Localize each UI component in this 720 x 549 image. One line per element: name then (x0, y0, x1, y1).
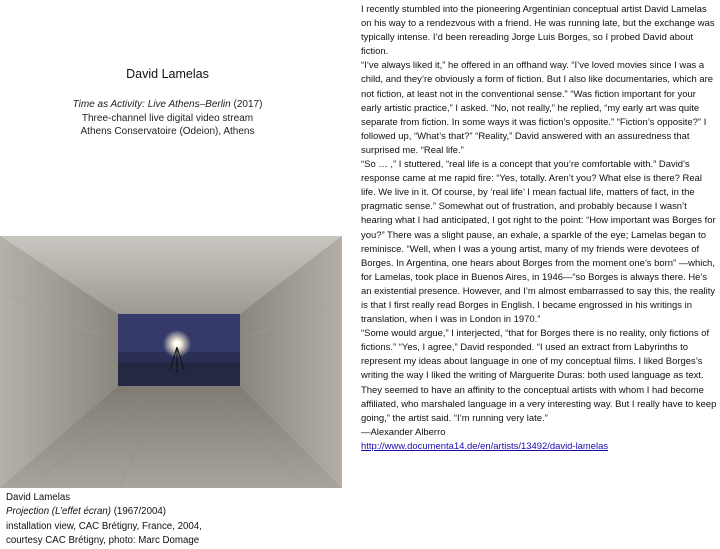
article-paragraph: “So … ,” I stuttered, “real life is a concept that you’re comfortable with.” David’s response came at me rapid fire: “Yes, totally. Aren’t you? What else is there? Real life. We live in it. Of course, by ‘real life’ I mean factual life, matters of fact, in the pragmatic sense.” Somewhat out of frustration, and probably because I wasn’t hearing what I had anticipated, I got right to the point: “How important was Borges for you?” There was a slight pause, an exhale, a sparkle of the eye; Lamelas began to reminisce. “Well, when I was a young artist, many of my friends were devotees of Borges. In Argentina, one hears about Borges from the moment one’s born” —which, for Lamelas, took place in Buenos Aires, in 1946—“so Borges is always there. He’s an existential presence. However, and I’m almost embarrassed to say this, the reality is that I first really read Borges in English. I became engrossed in his writings in translation, when I was in London in 1970.” (361, 159, 716, 326)
caption-credit: courtesy CAC Brétigny, photo: Marc Domage (6, 535, 200, 547)
caption-view: installation view, CAC Brétigny, France, 2004, (6, 520, 202, 532)
article-paragraph: “I’ve always liked it,” he offered in an offhand way. “I’ve loved movies since I was a child, and they’re obviously a form of fiction. But I also like documentaries, which are not fiction, at least not in the conventional sense.” “Was fiction important for your early artistic practice,” I asked. “No, not really,” he replied, “my early art was quite separate from fiction. In some ways it was fiction’s opposite.” “Fiction’s opposite?” I followed up, “What’s that?” “Reality,” David answered with an assuredness that surprised me. “Real life.” (361, 60, 713, 156)
article-author: —Alexander Alberro (361, 426, 446, 438)
artist-name-heading: David Lamelas (126, 67, 209, 81)
caption-artist: David Lamelas (6, 492, 71, 503)
work-venue: Athens Conservatoire (Odeion), Athens (80, 126, 255, 138)
caption-work-line (6, 505, 336, 519)
article-text (361, 3, 717, 454)
source-link[interactable]: http://www.documenta14.de/en/artists/13492/david-lamelas (361, 440, 609, 452)
projection-installation-photo (0, 236, 342, 488)
work-medium: Three-channel live digital video stream (81, 112, 254, 124)
work-year: (2017) (230, 99, 263, 110)
caption-work-years: (1967/2004) (111, 506, 166, 518)
projection-tunnel-image (0, 236, 342, 488)
photo-caption (6, 491, 336, 549)
work-title: Time as Activity: Live Athens–Berlin (72, 99, 231, 110)
article-paragraph: “Some would argue,” I interjected, “that for Borges there is no reality, only fictions of fictions.” “Yes, I agree,” David responded. “I used an extract from Labyrinths to represent my ideas about language in one of my conceptual films. I liked Borges’s writing the way I liked the writing of Marguerite Duras: both used language as text. They seemed to have an affinity to the conceptual artists with whom I had become affiliated, who marshaled language in a very interesting way. But I really have to keep going,” the artist said. “I’m running very late.” (361, 328, 717, 424)
work-info (0, 98, 335, 139)
caption-work-title: Projection (L’effet écran) (6, 506, 112, 518)
article-paragraph: I recently stumbled into the pioneering Argentinian conceptual artist David Lamelas on his way to a rendezvous with a friend. He was running late, but the exchange was typically intense. I’d been rereading Jorge Luis Borges, so I probed David about fiction. (361, 4, 715, 58)
work-title-line (0, 98, 335, 112)
